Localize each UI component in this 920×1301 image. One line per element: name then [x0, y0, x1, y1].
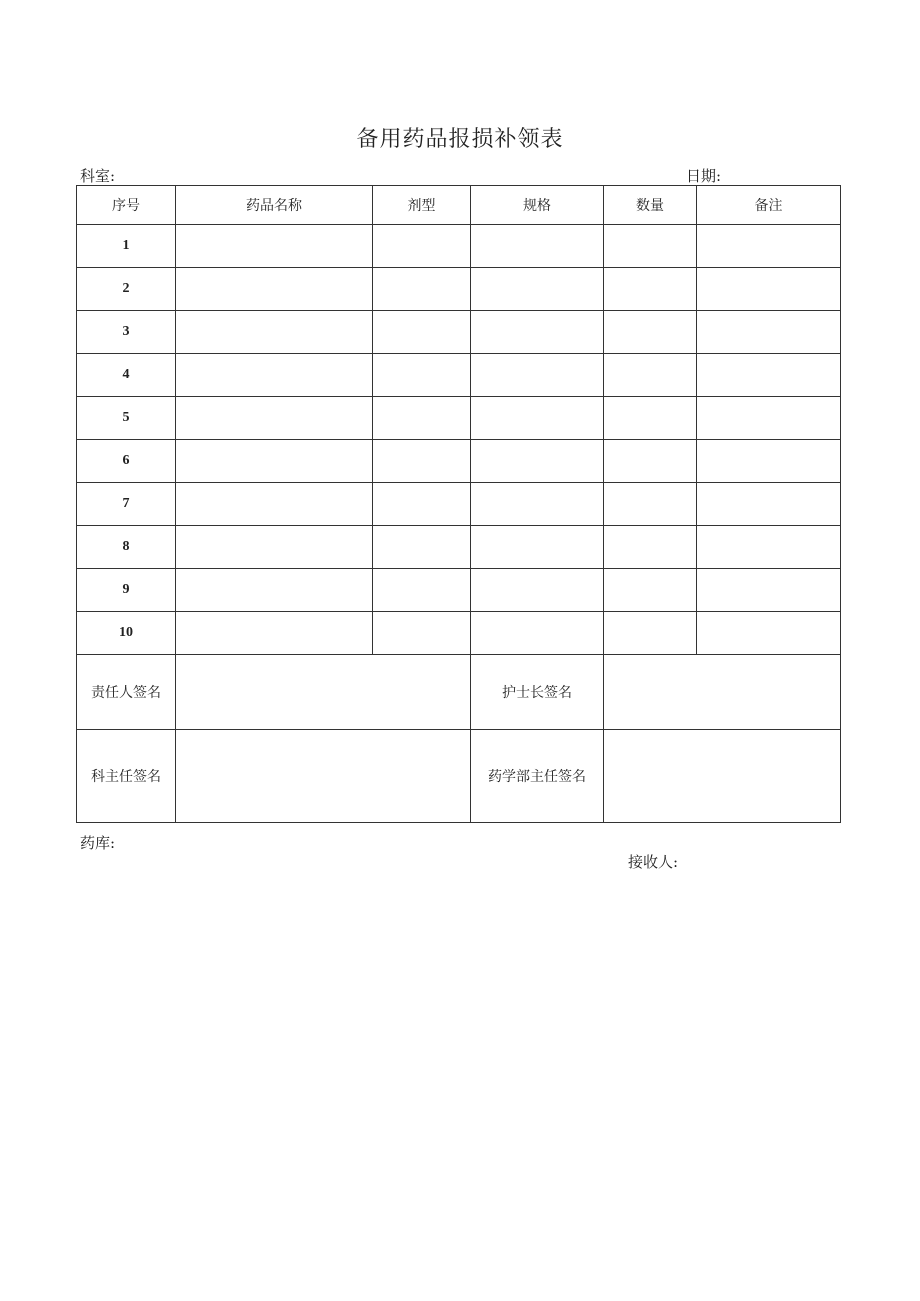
drug-name-cell[interactable]	[176, 526, 373, 569]
remarks-cell[interactable]	[697, 569, 841, 612]
quantity-cell[interactable]	[604, 225, 697, 268]
department-director-signature-field[interactable]	[176, 730, 471, 823]
row-number: 7	[77, 483, 176, 526]
table-row	[77, 225, 841, 268]
form-title: 备用药品报损补领表	[356, 127, 564, 152]
remarks-cell[interactable]	[697, 311, 841, 354]
row-number: 10	[77, 612, 176, 655]
drug-name-cell[interactable]	[176, 397, 373, 440]
table-row	[77, 354, 841, 397]
specification-cell[interactable]	[471, 440, 604, 483]
pharmacy-director-signature-label: 药学部主任签名	[471, 730, 604, 823]
row-number: 9	[77, 569, 176, 612]
column-header-dosage-form: 剂型	[373, 186, 471, 225]
drug-name-cell[interactable]	[176, 311, 373, 354]
quantity-cell[interactable]	[604, 397, 697, 440]
table-row	[77, 268, 841, 311]
remarks-cell[interactable]	[697, 440, 841, 483]
column-header-remarks: 备注	[697, 186, 841, 225]
remarks-cell[interactable]	[697, 225, 841, 268]
drug-name-cell[interactable]	[176, 569, 373, 612]
remarks-cell[interactable]	[697, 397, 841, 440]
pharmacy-label: 药库:	[80, 834, 116, 852]
medicine-form-table	[76, 185, 841, 823]
table-row	[77, 397, 841, 440]
specification-cell[interactable]	[471, 268, 604, 311]
pharmacy-director-signature-field[interactable]	[604, 730, 841, 823]
column-header-specification: 规格	[471, 186, 604, 225]
quantity-cell[interactable]	[604, 354, 697, 397]
responsible-person-signature-label: 责任人签名	[77, 655, 176, 730]
department-label: 科室:	[80, 167, 116, 185]
column-header-drug-name: 药品名称	[176, 186, 373, 225]
table-row	[77, 483, 841, 526]
row-number: 4	[77, 354, 176, 397]
responsible-person-signature-field[interactable]	[176, 655, 471, 730]
dosage-form-cell[interactable]	[373, 397, 471, 440]
receiver-label: 接收人:	[628, 853, 679, 871]
drug-name-cell[interactable]	[176, 612, 373, 655]
dosage-form-cell[interactable]	[373, 440, 471, 483]
dosage-form-cell[interactable]	[373, 569, 471, 612]
row-number: 6	[77, 440, 176, 483]
table-row	[77, 526, 841, 569]
dosage-form-cell[interactable]	[373, 311, 471, 354]
table-row	[77, 440, 841, 483]
specification-cell[interactable]	[471, 354, 604, 397]
specification-cell[interactable]	[471, 397, 604, 440]
specification-cell[interactable]	[471, 311, 604, 354]
remarks-cell[interactable]	[697, 483, 841, 526]
remarks-cell[interactable]	[697, 612, 841, 655]
remarks-cell[interactable]	[697, 268, 841, 311]
quantity-cell[interactable]	[604, 612, 697, 655]
table-header-row	[77, 186, 841, 225]
drug-name-cell[interactable]	[176, 354, 373, 397]
drug-name-cell[interactable]	[176, 268, 373, 311]
quantity-cell[interactable]	[604, 526, 697, 569]
dosage-form-cell[interactable]	[373, 268, 471, 311]
row-number: 3	[77, 311, 176, 354]
drug-name-cell[interactable]	[176, 483, 373, 526]
specification-cell[interactable]	[471, 612, 604, 655]
specification-cell[interactable]	[471, 225, 604, 268]
specification-cell[interactable]	[471, 526, 604, 569]
row-number: 5	[77, 397, 176, 440]
table-row	[77, 569, 841, 612]
column-header-serial: 序号	[77, 186, 176, 225]
row-number: 1	[77, 225, 176, 268]
remarks-cell[interactable]	[697, 526, 841, 569]
drug-name-cell[interactable]	[176, 440, 373, 483]
table-row	[77, 612, 841, 655]
quantity-cell[interactable]	[604, 268, 697, 311]
dosage-form-cell[interactable]	[373, 225, 471, 268]
head-nurse-signature-field[interactable]	[604, 655, 841, 730]
dosage-form-cell[interactable]	[373, 483, 471, 526]
quantity-cell[interactable]	[604, 483, 697, 526]
quantity-cell[interactable]	[604, 440, 697, 483]
drug-name-cell[interactable]	[176, 225, 373, 268]
column-header-quantity: 数量	[604, 186, 697, 225]
remarks-cell[interactable]	[697, 354, 841, 397]
row-number: 8	[77, 526, 176, 569]
table-row	[77, 311, 841, 354]
department-director-signature-label: 科主任签名	[77, 730, 176, 823]
head-nurse-signature-label: 护士长签名	[471, 655, 604, 730]
specification-cell[interactable]	[471, 569, 604, 612]
dosage-form-cell[interactable]	[373, 354, 471, 397]
dosage-form-cell[interactable]	[373, 526, 471, 569]
quantity-cell[interactable]	[604, 569, 697, 612]
row-number: 2	[77, 268, 176, 311]
dosage-form-cell[interactable]	[373, 612, 471, 655]
date-label: 日期:	[686, 167, 722, 185]
specification-cell[interactable]	[471, 483, 604, 526]
signature-row	[77, 655, 841, 730]
quantity-cell[interactable]	[604, 311, 697, 354]
signature-row	[77, 730, 841, 823]
